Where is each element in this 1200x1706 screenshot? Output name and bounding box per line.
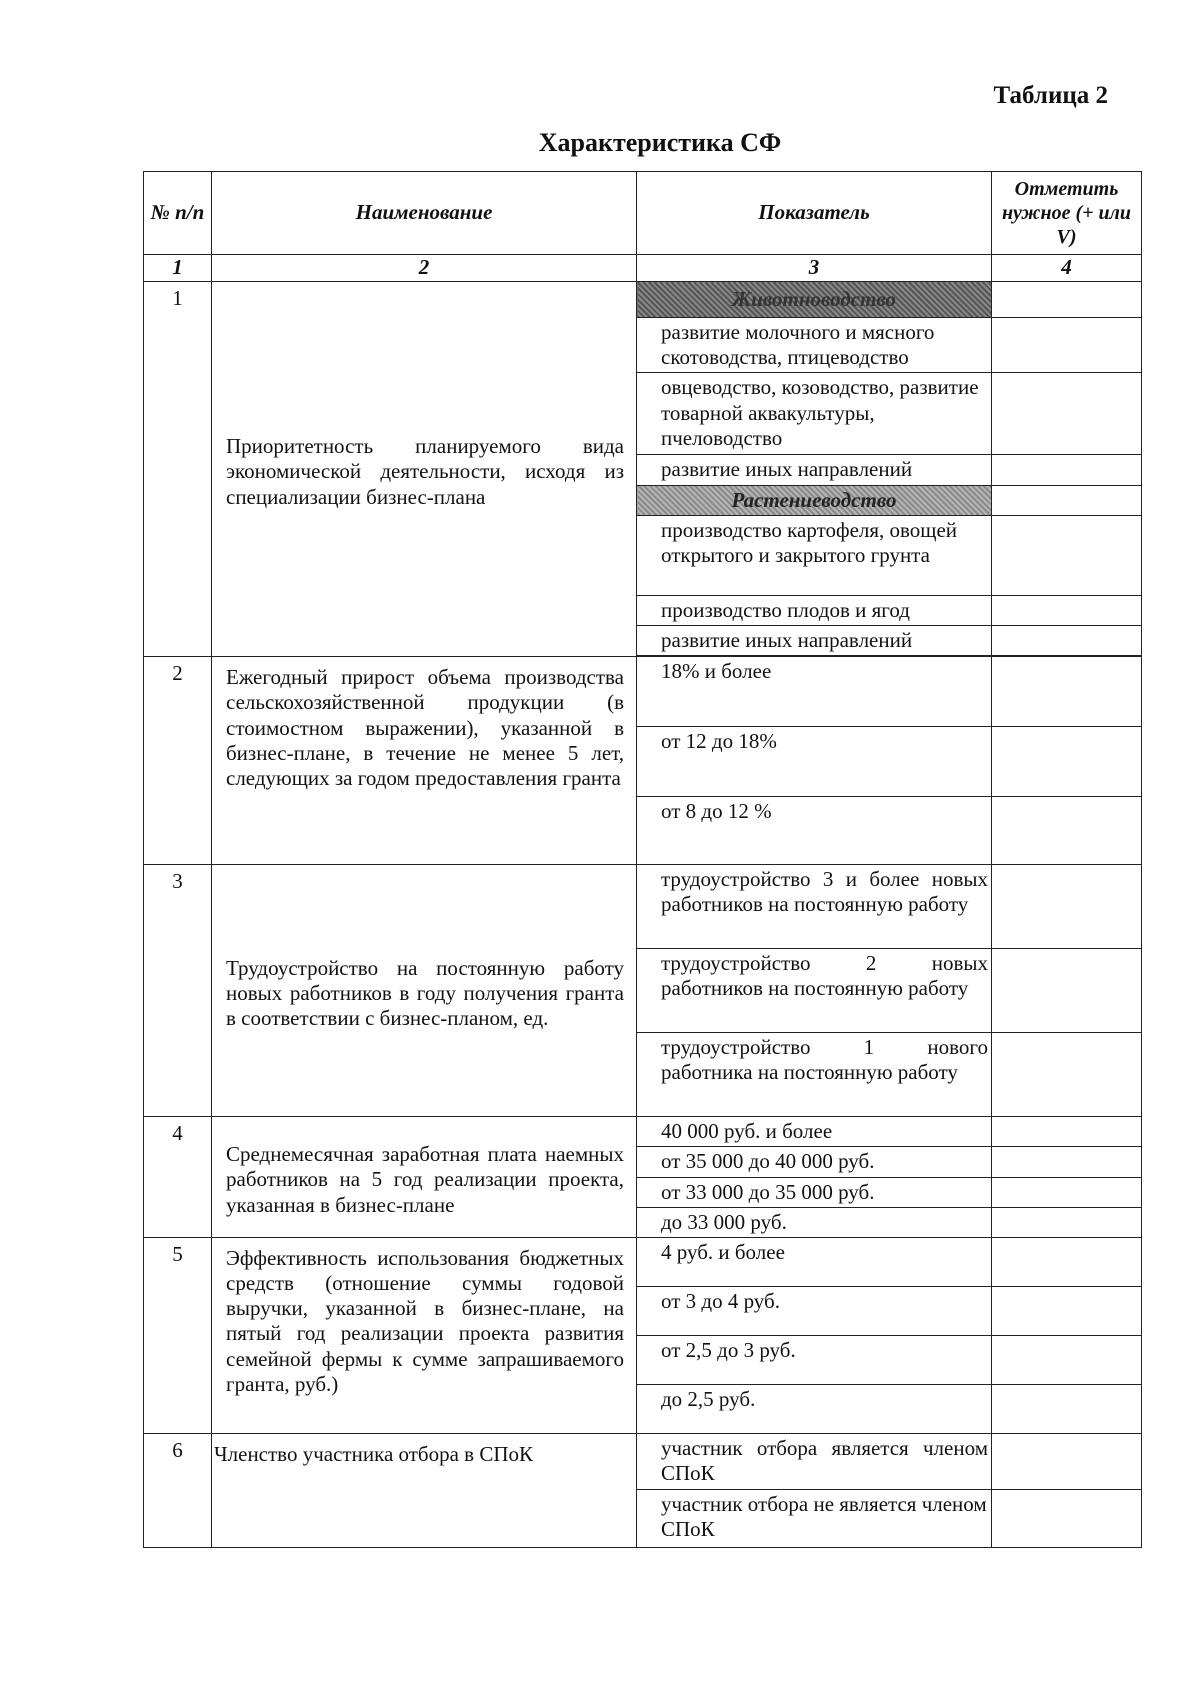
col-number: 2 xyxy=(212,255,637,282)
mark-cell[interactable] xyxy=(992,282,1142,318)
mark-cell[interactable] xyxy=(992,949,1142,1033)
mark-cell[interactable] xyxy=(992,455,1142,485)
mark-cell[interactable] xyxy=(992,373,1142,455)
indicator-option: от 12 до 18% xyxy=(637,727,992,797)
indicator-option: от 8 до 12 % xyxy=(637,797,992,865)
characteristics-table xyxy=(143,171,1142,1548)
mark-cell[interactable] xyxy=(992,797,1142,865)
table-number-label: Таблица 2 xyxy=(993,82,1108,109)
mark-cell[interactable] xyxy=(992,1207,1142,1237)
page-title: Характеристика СФ xyxy=(538,128,782,157)
mark-cell[interactable] xyxy=(992,515,1142,595)
mark-cell[interactable] xyxy=(992,1033,1142,1117)
indicator-option: участник отбора является членом СПоК xyxy=(637,1433,992,1489)
row-number: 4 xyxy=(144,1117,212,1238)
header-mark: Отметить нужное (+ или V) xyxy=(992,172,1142,255)
column-number-row xyxy=(144,255,1142,282)
group-heading-crops: Растениеводство xyxy=(637,485,992,515)
mark-cell[interactable] xyxy=(992,595,1142,625)
table-row xyxy=(144,657,1142,727)
mark-cell[interactable] xyxy=(992,1117,1142,1147)
indicator-option: развитие молочного и мясного скотоводства, птицеводство xyxy=(637,318,992,373)
mark-cell[interactable] xyxy=(992,657,1142,727)
indicator-option: 18% и более xyxy=(637,657,992,727)
criterion-name: Ежегодный прирост объема производства сельскохозяйственной продукции (в стоимостном выражении), указанной в бизнес-плане, в течение не менее 5 лет, следующих за годом предоставления гранта xyxy=(212,657,637,865)
header-num: № п/п xyxy=(144,172,212,255)
indicator-option: до 2,5 руб. xyxy=(637,1384,992,1433)
header-name: Наименование xyxy=(212,172,637,255)
criterion-name: Приоритетность планируемого вида экономической деятельности, исходя из специализации бизнес-плана xyxy=(212,282,637,657)
mark-cell[interactable] xyxy=(992,625,1142,655)
table-header-row xyxy=(144,172,1142,255)
row-number: 3 xyxy=(144,865,212,1117)
indicator-option: от 35 000 до 40 000 руб. xyxy=(637,1147,992,1177)
col-number: 4 xyxy=(992,255,1142,282)
indicator-option: 4 руб. и более xyxy=(637,1237,992,1286)
criterion-name: Трудоустройство на постоянную работу новых работников в году получения гранта в соответствии с бизнес-планом, ед. xyxy=(212,865,637,1117)
indicator-option: трудоустройство 1 нового работника на постоянную работу xyxy=(637,1033,992,1117)
indicator-option: 40 000 руб. и более xyxy=(637,1117,992,1147)
col-number: 1 xyxy=(144,255,212,282)
mark-cell[interactable] xyxy=(992,1177,1142,1207)
row-number: 2 xyxy=(144,657,212,865)
group-heading-livestock: Животноводство xyxy=(637,282,992,318)
row-number: 1 xyxy=(144,282,212,657)
table-row xyxy=(144,865,1142,949)
mark-cell[interactable] xyxy=(992,1433,1142,1489)
indicator-option: производство картофеля, овощей открытого и закрытого грунта xyxy=(637,515,992,595)
indicator-option: от 33 000 до 35 000 руб. xyxy=(637,1177,992,1207)
mark-cell[interactable] xyxy=(992,1237,1142,1286)
row-number: 6 xyxy=(144,1433,212,1547)
criterion-name: Эффективность использования бюджетных средств (отношение суммы годовой выручки, указанной в бизнес-плане, на пятый год реализации проекта развития семейной фермы к сумме запрашиваемого гранта, руб.) xyxy=(212,1237,637,1433)
indicator-option: овцеводство, козоводство, развитие товарной аквакультуры, пчеловодство xyxy=(637,373,992,455)
mark-cell[interactable] xyxy=(992,1335,1142,1384)
header-indicator: Показатель xyxy=(637,172,992,255)
indicator-option: от 2,5 до 3 руб. xyxy=(637,1335,992,1384)
mark-cell[interactable] xyxy=(992,1286,1142,1335)
mark-cell[interactable] xyxy=(992,1147,1142,1177)
indicator-option: трудоустройство 3 и более новых работников на постоянную работу xyxy=(637,865,992,949)
indicator-option: развитие иных направлений xyxy=(637,455,992,485)
indicator-option: до 33 000 руб. xyxy=(637,1207,992,1237)
table-row xyxy=(144,1117,1142,1147)
table-row xyxy=(144,1433,1142,1489)
indicator-option: трудоустройство 2 новых работников на постоянную работу xyxy=(637,949,992,1033)
mark-cell[interactable] xyxy=(992,727,1142,797)
indicator-option: от 3 до 4 руб. xyxy=(637,1286,992,1335)
mark-cell[interactable] xyxy=(992,1384,1142,1433)
table-row xyxy=(144,1237,1142,1286)
col-number: 3 xyxy=(637,255,992,282)
indicator-option: развитие иных направлений xyxy=(637,625,992,655)
table-row xyxy=(144,282,1142,318)
mark-cell[interactable] xyxy=(992,485,1142,515)
mark-cell[interactable] xyxy=(992,1489,1142,1547)
indicator-option: участник отбора не является членом СПоК xyxy=(637,1489,992,1547)
indicator-option: производство плодов и ягод xyxy=(637,595,992,625)
criterion-name: Среднемесячная заработная плата наемных работников на 5 год реализации проекта, указанная в бизнес-плане xyxy=(212,1117,637,1238)
mark-cell[interactable] xyxy=(992,865,1142,949)
criterion-name: Членство участника отбора в СПоК xyxy=(212,1433,637,1547)
row-number: 5 xyxy=(144,1237,212,1433)
mark-cell[interactable] xyxy=(992,318,1142,373)
